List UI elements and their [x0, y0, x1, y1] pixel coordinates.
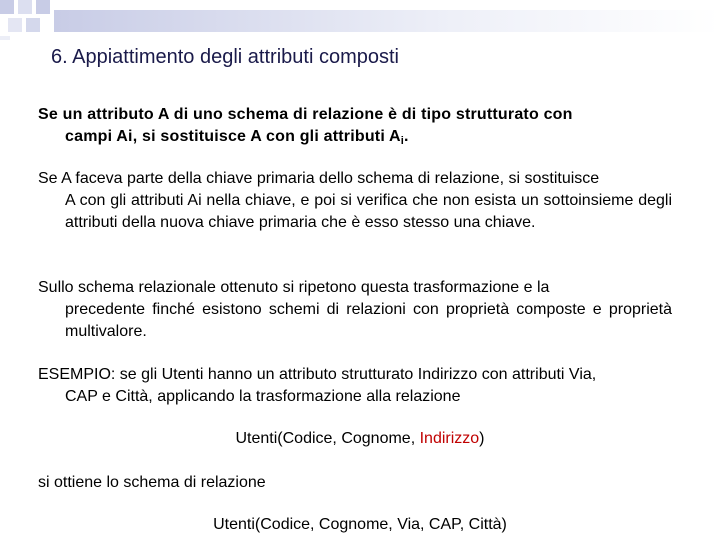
paragraph-continuation: A con gli attributi Ai nella chiave, e poi si verifica che non esista un sottoinsieme degli attributi della nuova chiave primaria che è esso stesso una chiave.: [65, 192, 672, 231]
deco-bar: [54, 10, 720, 32]
paragraph-continuation: CAP e Città, applicando la trasformazione alla relazione: [65, 388, 461, 405]
subscript-i: i: [400, 135, 405, 147]
relation-original: [0, 430, 720, 448]
deco-square: [26, 18, 40, 32]
slide-title: 6. Appiattimento degli attributi composti: [51, 46, 399, 68]
paragraph-line: ESEMPIO: se gli Utenti hanno un attributo strutturato Indirizzo con attributi Via,: [38, 366, 597, 383]
paragraph-primary-key: [38, 168, 672, 234]
paragraph-repeat-transformation: [38, 277, 672, 343]
deco-square: [0, 36, 10, 40]
deco-square: [0, 0, 14, 14]
decorative-squares-header: [0, 0, 720, 40]
paragraph-structured-attribute: [38, 104, 672, 152]
deco-square: [36, 0, 50, 14]
paragraph-text: campi Ai, si sostituisce A con gli attributi A: [65, 128, 401, 145]
paragraph-continuation: [38, 126, 672, 152]
relation-prefix: Utenti(Codice, Cognome,: [235, 430, 420, 447]
paragraph-continuation: precedente finché esistono schemi di relazioni con proprietà composte e proprietà multivalore.: [65, 301, 672, 340]
period: .: [404, 128, 409, 145]
deco-square: [18, 0, 32, 14]
paragraph-line: Sullo schema relazionale ottenuto si ripetono questa trasformazione e la: [38, 279, 550, 296]
paragraph-example: [38, 364, 672, 408]
relation-suffix: ): [479, 430, 485, 447]
relation-highlight: Indirizzo: [419, 430, 480, 447]
paragraph-line: Se un attributo A di uno schema di relazione è di tipo strutturato con: [38, 106, 573, 123]
relation-result: Utenti(Codice, Cognome, Via, CAP, Città): [213, 516, 507, 533]
paragraph-line: Se A faceva parte della chiave primaria dello schema di relazione, si sostituisce: [38, 170, 600, 187]
paragraph-result-intro: si ottiene lo schema di relazione: [38, 474, 266, 491]
deco-square: [8, 18, 22, 32]
